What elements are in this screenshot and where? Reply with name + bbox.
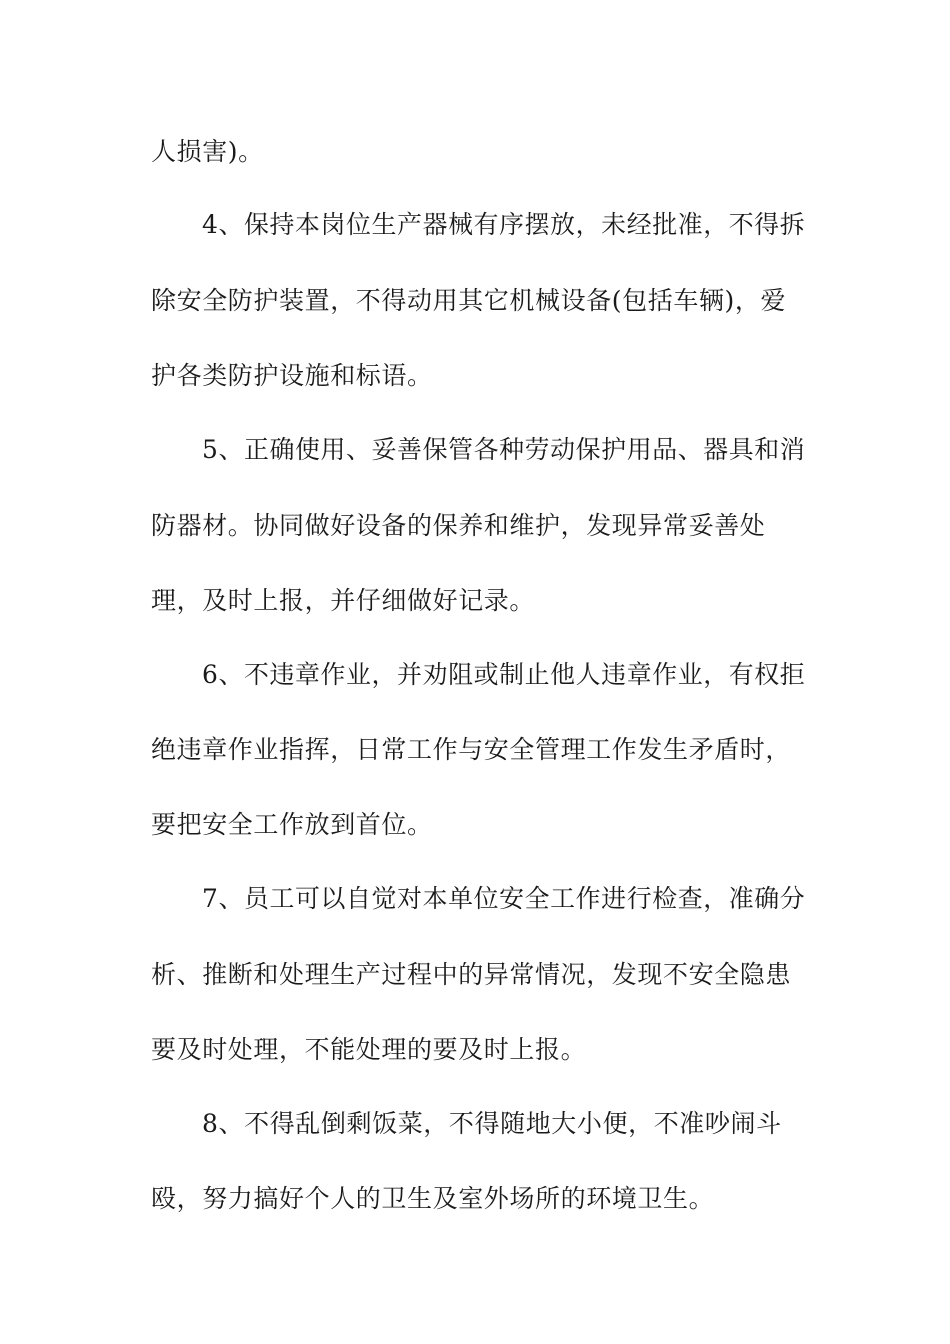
text-line: 析、推断和处理生产过程中的异常情况，发现不安全隐患 [151, 960, 792, 989]
text-line: 护各类防护设施和标语。 [151, 361, 433, 390]
paragraph-item-7: 7、员工可以自觉对本单位安全工作进行检查，准确分 [202, 884, 806, 913]
text-line: 人损害)。 [151, 137, 264, 166]
text-line: 理，及时上报，并仔细做好记录。 [151, 586, 536, 615]
paragraph-item-6: 6、不违章作业，并劝阻或制止他人违章作业，有权拒 [202, 660, 806, 689]
text-line: 绝违章作业指挥，日常工作与安全管理工作发生矛盾时， [151, 735, 792, 764]
text-line: 要及时处理，不能处理的要及时上报。 [151, 1035, 587, 1064]
text-line: 除安全防护装置，不得动用其它机械设备(包括车辆)，爱 [151, 286, 787, 315]
text-line: 要把安全工作放到首位。 [151, 810, 433, 839]
paragraph-item-4: 4、保持本岗位生产器械有序摆放，未经批准，不得拆 [202, 210, 806, 239]
paragraph-item-5: 5、正确使用、妥善保管各种劳动保护用品、器具和消 [202, 435, 806, 464]
paragraph-item-8: 8、不得乱倒剩饭菜，不得随地大小便，不准吵闹斗 [202, 1109, 782, 1138]
text-line: 殴，努力搞好个人的卫生及室外场所的环境卫生。 [151, 1184, 715, 1213]
text-line: 防器材。协同做好设备的保养和维护，发现异常妥善处 [151, 511, 766, 540]
